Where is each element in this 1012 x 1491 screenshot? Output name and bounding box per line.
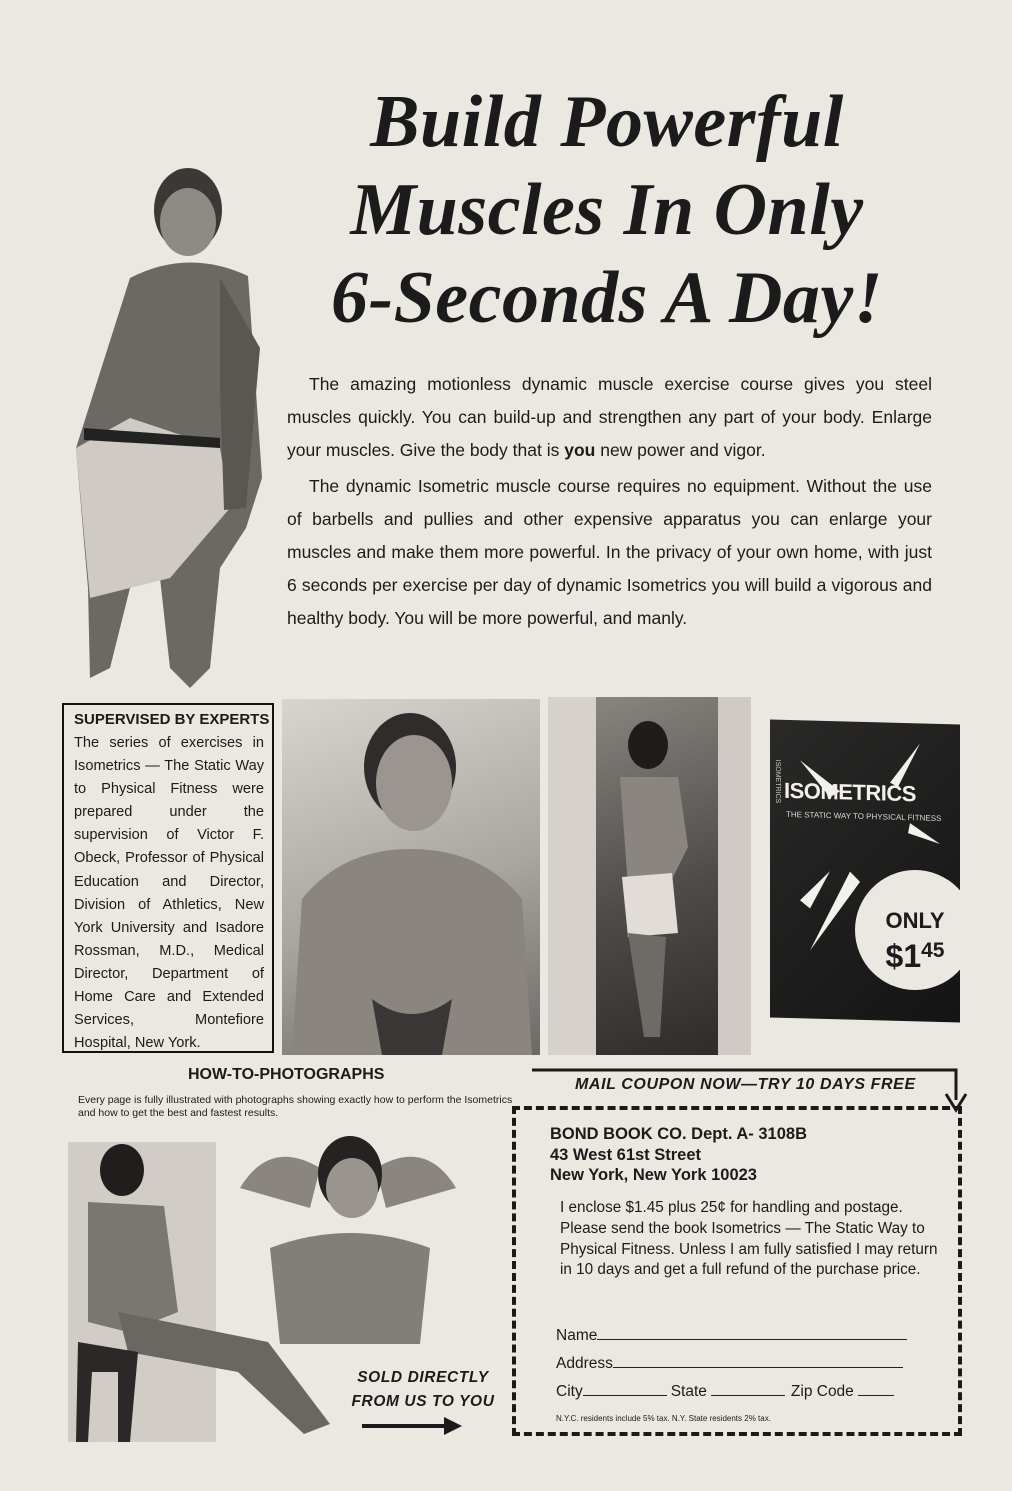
- headline: [262, 78, 952, 342]
- experts-body: The series of exercises in Isometrics — The Static Way to Physical Fitness were prepared under the supervision of Victor F. Obeck, Professor of Physical Education and Director, Division of Athletics, New York University and Isadore Rossman, M.D., Medical Director, Department of Home Care and Extended Services, Montefiore Hospital, New York.: [74, 735, 264, 1052]
- city-line[interactable]: [583, 1380, 667, 1396]
- coupon-address: [550, 1124, 807, 1186]
- price-dollar: $1: [885, 938, 922, 974]
- state-line[interactable]: [711, 1380, 785, 1396]
- address-field[interactable]: [556, 1352, 903, 1373]
- intro-p1-text: The amazing motionless dynamic muscle exercise course gives you steel muscles quickly. You can build-up and strengthen any part of your body. Enlarge your muscles. Give the body that is: [287, 374, 932, 460]
- book-subtitle: THE STATIC WAY TO PHYSICAL FITNESS: [786, 809, 942, 824]
- price-badge: [855, 870, 975, 990]
- order-coupon: [512, 1106, 962, 1436]
- price-amount: [855, 938, 975, 975]
- headline-line-1: Build Powerful: [370, 81, 844, 163]
- intro-text: [287, 368, 932, 634]
- price-cents: 45: [921, 939, 945, 962]
- howto-text: Every page is fully illustrated with photographs showing exactly how to perform the Isometrics and how to get the best and fastest results.: [78, 1094, 513, 1119]
- intro-paragraph-1: [287, 368, 932, 466]
- experts-box: [62, 703, 274, 1053]
- coupon-city-line: New York, New York 10023: [550, 1166, 757, 1184]
- zip-line[interactable]: [858, 1380, 894, 1396]
- coupon-body: I enclose $1.45 plus 25¢ for handling and postage. Please send the book Isometrics — The Static Way to Physical Fitness. Unless I am fully satisfied I may return in 10 days and get a full refund of the purchase price.: [560, 1199, 938, 1279]
- mail-coupon-heading: MAIL COUPON NOW—TRY 10 DAYS FREE: [575, 1076, 916, 1093]
- standing-man-photo: [70, 148, 270, 688]
- zip-label: Zip Code: [790, 1383, 854, 1400]
- intro-paragraph-2: The dynamic Isometric muscle course requires no equipment. Without the use of barbells and pullies and other expensive apparatus you can enlarge your muscles and make them more powerful. In the privacy of your own home, with just 6 seconds per exercise per day of dynamic Isometrics you will build a vigorous and healthy body. You will be more powerful, and manly.: [287, 476, 932, 628]
- sold-line-2: FROM US TO YOU: [351, 1393, 495, 1410]
- book-title: ISOMETRICS: [784, 777, 916, 807]
- hands-behind-head-photo: [230, 1128, 466, 1344]
- address-line[interactable]: [613, 1352, 903, 1368]
- name-field[interactable]: [556, 1324, 907, 1345]
- sold-directly-text: [338, 1366, 508, 1414]
- intro-p1-end: new power and vigor.: [595, 439, 766, 460]
- headline-line-3: 6-Seconds A Day!: [330, 257, 884, 339]
- howto-title: HOW-TO-PHOTOGRAPHS: [188, 1066, 385, 1083]
- doorway-photo: [548, 697, 751, 1055]
- coupon-street: 43 West 61st Street: [550, 1145, 702, 1164]
- address-label: Address: [556, 1355, 613, 1372]
- name-line[interactable]: [597, 1324, 907, 1340]
- tax-footnote: N.Y.C. residents include 5% tax. N.Y. State residents 2% tax.: [556, 1414, 771, 1423]
- intro-p1-bold: you: [564, 439, 596, 460]
- price-only-label: ONLY: [885, 908, 945, 933]
- portrait-photo: [282, 699, 540, 1055]
- book-spine-text: ISOMETRICS: [774, 759, 781, 804]
- state-label: State: [670, 1383, 707, 1400]
- right-arrow-icon: [362, 1414, 462, 1438]
- name-label: Name: [556, 1327, 598, 1344]
- city-state-zip-field[interactable]: [556, 1380, 894, 1401]
- sold-line-1: SOLD DIRECTLY: [357, 1369, 489, 1386]
- city-label: City: [556, 1383, 583, 1400]
- headline-line-2: Muscles In Only: [350, 169, 864, 251]
- coupon-company: BOND BOOK CO. Dept. A- 3108B: [550, 1125, 808, 1143]
- experts-title: SUPERVISED BY EXPERTS: [74, 711, 270, 728]
